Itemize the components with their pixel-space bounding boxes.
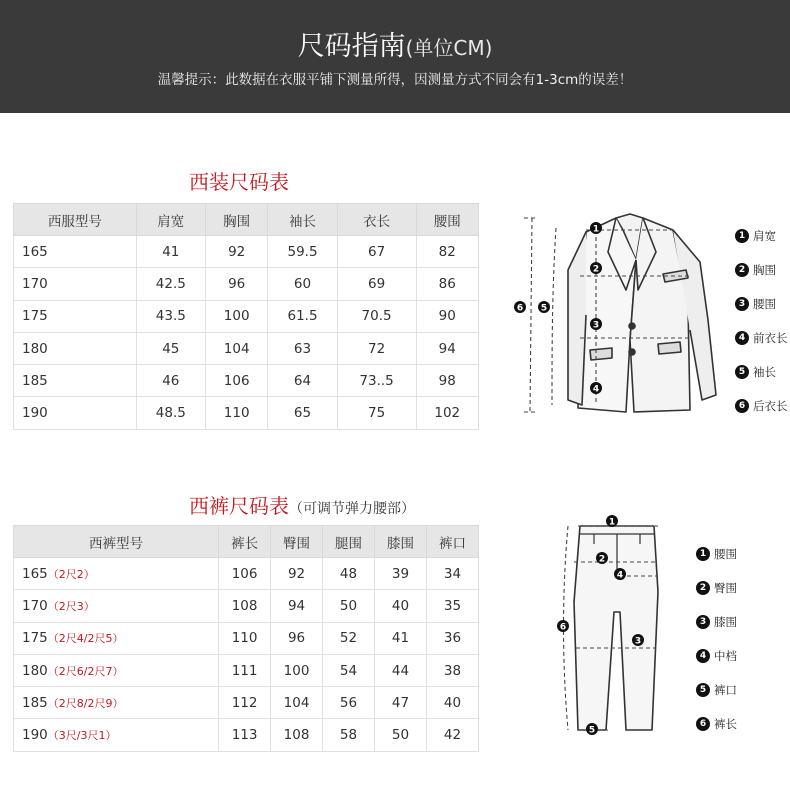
pants-section-title <box>189 490 415 519</box>
suit-size-cell: 175 <box>14 300 137 332</box>
table-cell: 36 <box>426 622 478 654</box>
table-cell: 58 <box>323 719 375 751</box>
pants-column-header: 裤口 <box>426 526 478 558</box>
pants-subtitle: （可调节弹力腰部） <box>289 501 415 517</box>
legend-item <box>735 321 788 355</box>
number-badge-icon: 3 <box>696 615 710 629</box>
table-cell: 64 <box>268 365 337 397</box>
legend-item <box>696 537 737 571</box>
table-cell: 110 <box>205 397 267 429</box>
table-row <box>14 365 479 397</box>
pants-diagram-legend <box>696 537 737 741</box>
number-badge-icon: 2 <box>735 263 749 277</box>
svg-text:3: 3 <box>592 320 600 331</box>
svg-text:1: 1 <box>592 224 600 235</box>
legend-label: 膝围 <box>714 615 737 629</box>
pants-waist-size: （2尺2） <box>47 567 95 581</box>
number-badge-icon: 1 <box>696 547 710 561</box>
legend-label: 肩宽 <box>753 229 776 243</box>
svg-text:2: 2 <box>592 264 600 275</box>
number-badge-icon: 6 <box>696 717 710 731</box>
table-cell: 59.5 <box>268 236 337 268</box>
legend-label: 袖长 <box>753 365 776 379</box>
table-cell: 40 <box>426 687 478 719</box>
table-row <box>14 590 479 622</box>
table-cell: 69 <box>337 268 416 300</box>
table-cell: 96 <box>205 268 267 300</box>
table-cell: 34 <box>426 558 478 590</box>
table-row <box>14 622 479 654</box>
number-badge-icon: 3 <box>735 297 749 311</box>
suit-section-title: 西装尺码表 <box>189 170 289 194</box>
suit-column-header: 袖长 <box>268 204 337 236</box>
table-cell: 75 <box>337 397 416 429</box>
number-badge-icon: 1 <box>735 229 749 243</box>
suit-size-cell: 190 <box>14 397 137 429</box>
table-cell: 72 <box>337 332 416 364</box>
measurement-note: 温馨提示：此数据在衣服平铺下测量所得，因测量方式不同会有1-3cm的误差！ <box>157 72 633 88</box>
pants-size: 190 <box>22 727 48 744</box>
table-cell: 41 <box>375 622 427 654</box>
table-cell: 100 <box>271 654 323 686</box>
table-cell: 92 <box>205 236 267 268</box>
pants-size-cell <box>14 687 219 719</box>
pants-column-header: 臀围 <box>271 526 323 558</box>
pants-diagram <box>554 512 684 742</box>
number-badge-icon: 6 <box>735 399 749 413</box>
table-cell: 100 <box>205 300 267 332</box>
legend-label: 胸围 <box>753 263 776 277</box>
pants-column-header: 膝围 <box>375 526 427 558</box>
pants-waist-size: （2尺8/2尺9） <box>47 696 124 710</box>
pants-size: 180 <box>22 662 48 679</box>
svg-text:6: 6 <box>559 622 567 633</box>
suit-size-cell: 170 <box>14 268 137 300</box>
pants-waist-size: （2尺4/2尺5） <box>47 632 124 646</box>
legend-item <box>735 287 788 321</box>
table-row <box>14 558 479 590</box>
table-cell: 40 <box>375 590 427 622</box>
legend-item <box>735 253 788 287</box>
svg-text:4: 4 <box>616 570 624 581</box>
table-row <box>14 268 479 300</box>
pants-size: 185 <box>22 694 48 711</box>
header-banner <box>0 0 790 113</box>
legend-label: 裤长 <box>714 717 737 731</box>
pants-size: 170 <box>22 597 48 614</box>
table-cell: 113 <box>219 719 271 751</box>
legend-label: 腰围 <box>714 547 737 561</box>
table-cell: 38 <box>426 654 478 686</box>
table-cell: 35 <box>426 590 478 622</box>
legend-item <box>696 707 737 741</box>
table-cell: 44 <box>375 654 427 686</box>
pants-waist-size: （2尺3） <box>47 599 95 613</box>
table-row <box>14 236 479 268</box>
table-cell: 94 <box>416 332 478 364</box>
table-cell: 39 <box>375 558 427 590</box>
svg-text:5: 5 <box>540 303 548 314</box>
pants-size: 175 <box>22 630 48 647</box>
table-cell: 56 <box>323 687 375 719</box>
pants-size-table <box>13 525 479 752</box>
table-cell: 98 <box>416 365 478 397</box>
table-cell: 46 <box>136 365 205 397</box>
svg-text:3: 3 <box>634 636 642 647</box>
table-cell: 41 <box>136 236 205 268</box>
suit-size-table <box>13 203 479 430</box>
table-row <box>14 719 479 751</box>
number-badge-icon: 5 <box>696 683 710 697</box>
number-badge-icon: 5 <box>735 365 749 379</box>
table-cell: 54 <box>323 654 375 686</box>
number-badge-icon: 2 <box>696 581 710 595</box>
pants-size-cell <box>14 719 219 751</box>
table-cell: 96 <box>271 622 323 654</box>
table-cell: 45 <box>136 332 205 364</box>
table-row <box>14 397 479 429</box>
pants-column-header: 裤长 <box>219 526 271 558</box>
legend-label: 臀围 <box>714 581 737 595</box>
table-cell: 60 <box>268 268 337 300</box>
table-cell: 48 <box>323 558 375 590</box>
table-cell: 50 <box>375 719 427 751</box>
table-cell: 86 <box>416 268 478 300</box>
table-cell: 70.5 <box>337 300 416 332</box>
table-row <box>14 332 479 364</box>
pants-size: 165 <box>22 565 48 582</box>
legend-label: 中档 <box>714 649 737 663</box>
table-cell: 106 <box>205 365 267 397</box>
suit-size-cell: 165 <box>14 236 137 268</box>
legend-item <box>735 389 788 423</box>
legend-label: 腰围 <box>753 297 776 311</box>
legend-item <box>696 673 737 707</box>
table-cell: 90 <box>416 300 478 332</box>
legend-item <box>696 639 737 673</box>
suit-column-header: 腰围 <box>416 204 478 236</box>
pants-size-cell <box>14 622 219 654</box>
svg-text:2: 2 <box>598 554 606 565</box>
table-row <box>14 654 479 686</box>
pants-waist-size: （3尺/3尺1） <box>47 729 117 743</box>
table-cell: 102 <box>416 397 478 429</box>
pants-title-text: 西裤尺码表 <box>189 494 289 518</box>
legend-label: 后衣长 <box>753 399 788 413</box>
table-cell: 112 <box>219 687 271 719</box>
suit-size-cell: 180 <box>14 332 137 364</box>
table-cell: 48.5 <box>136 397 205 429</box>
pants-size-cell <box>14 558 219 590</box>
table-cell: 108 <box>271 719 323 751</box>
table-cell: 42.5 <box>136 268 205 300</box>
legend-item <box>696 605 737 639</box>
table-cell: 63 <box>268 332 337 364</box>
suit-jacket-diagram <box>508 200 733 430</box>
suit-size-cell: 185 <box>14 365 137 397</box>
table-cell: 50 <box>323 590 375 622</box>
table-cell: 73..5 <box>337 365 416 397</box>
table-cell: 94 <box>271 590 323 622</box>
legend-label: 裤口 <box>714 683 737 697</box>
suit-diagram-legend <box>735 219 788 423</box>
table-cell: 104 <box>271 687 323 719</box>
table-cell: 108 <box>219 590 271 622</box>
page-title <box>0 24 790 63</box>
table-cell: 61.5 <box>268 300 337 332</box>
svg-text:4: 4 <box>592 384 600 395</box>
table-cell: 111 <box>219 654 271 686</box>
legend-item <box>735 219 788 253</box>
table-cell: 42 <box>426 719 478 751</box>
number-badge-icon: 4 <box>735 331 749 345</box>
svg-text:5: 5 <box>588 725 596 736</box>
legend-item <box>735 355 788 389</box>
title-unit: (单位CM) <box>405 36 493 60</box>
suit-column-header: 西服型号 <box>14 204 137 236</box>
table-cell: 106 <box>219 558 271 590</box>
table-cell: 82 <box>416 236 478 268</box>
svg-text:1: 1 <box>608 517 616 528</box>
legend-item <box>696 571 737 605</box>
table-row <box>14 687 479 719</box>
pants-column-header: 西裤型号 <box>14 526 219 558</box>
table-cell: 110 <box>219 622 271 654</box>
table-cell: 43.5 <box>136 300 205 332</box>
suit-column-header: 胸围 <box>205 204 267 236</box>
suit-column-header: 衣长 <box>337 204 416 236</box>
table-cell: 67 <box>337 236 416 268</box>
number-badge-icon: 4 <box>696 649 710 663</box>
title-text: 尺码指南 <box>297 31 406 62</box>
svg-text:6: 6 <box>516 303 524 314</box>
table-cell: 104 <box>205 332 267 364</box>
table-cell: 52 <box>323 622 375 654</box>
legend-label: 前衣长 <box>753 331 788 345</box>
table-row <box>14 300 479 332</box>
table-cell: 65 <box>268 397 337 429</box>
table-cell: 47 <box>375 687 427 719</box>
pants-waist-size: （2尺6/2尺7） <box>47 664 124 678</box>
pants-size-cell <box>14 590 219 622</box>
pants-size-cell <box>14 654 219 686</box>
table-cell: 92 <box>271 558 323 590</box>
suit-column-header: 肩宽 <box>136 204 205 236</box>
pants-column-header: 腿围 <box>323 526 375 558</box>
